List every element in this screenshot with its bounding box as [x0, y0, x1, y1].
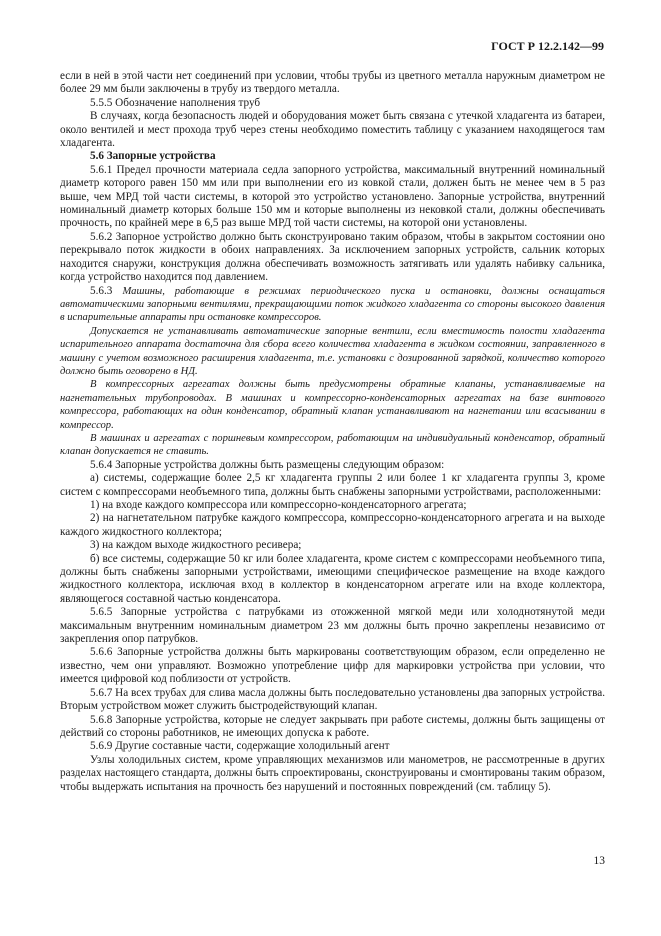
document-body: [60, 70, 605, 794]
list-item: б) все системы, содержащие 50 кг или более хладагента, кроме систем с компрессорами необъемного типа, должны быть снабжены запорными устройствами, имеющими специфическое размещение на входе каждого жидкостного коллектора, исключая вход в коллектор в конденсаторном агрегате или на входе коллектора, являющегося составной частью конденсатора.: [60, 552, 605, 605]
paragraph: 5.6.5 Запорные устройства с патрубками из отожженной мягкой меди или холоднотянутой меди максимальным внутренним номинальным диаметром 23 мм должны быть прочно закреплены независимо от закрепления опор патрубков.: [60, 606, 605, 646]
paragraph: В случаях, когда безопасность людей и оборудования может быть связана с утечкой хладагента из батареи, около вентилей и мест прохода труб через стены необходимо поместить таблицу с указанием находящегося там хладагента.: [60, 110, 605, 150]
paragraph: 5.6.7 На всех трубах для слива масла должны быть последовательно установлены два запорных устройства. Вторым устройством может служить быстродействующий клапан.: [60, 686, 605, 713]
paragraph: если в ней в этой части нет соединений при условии, чтобы трубы из цветного металла наружным диаметром не более 29 мм были заключены в трубу из твердого металла.: [60, 70, 605, 96]
list-item: 2) на нагнетательном патрубке каждого компрессора, компрессорно-конденсаторного агрегата и на выходе каждого жидкостного коллектора;: [60, 512, 605, 538]
page-number: 13: [593, 855, 605, 867]
list-item: а) системы, содержащие более 2,5 кг хладагента группы 2 или более 1 кг хладагента группы 3, кроме систем с компрессорами необъемного типа, должны быть снабжены запорными устройствами, расположенными:: [60, 472, 605, 498]
paragraph: 5.6.4 Запорные устройства должны быть размещены следующим образом:: [90, 458, 445, 471]
subclause-title: 5.6.9 Другие составные части, содержащие холодильный агент: [90, 740, 390, 753]
paragraph: 5.6.1 Предел прочности материала седла запорного устройства, максимальный внутренний номинальный диаметр которого равен 150 мм или при выполнении его из ковкой стали, должен быть не менее чем в 5 раз выше, чем МРД той части системы, в которой это устройство установлено. Запорные устройства, внутренний номинальный диаметр которых больше 150 мм и которые выполнены из нековкой стали, должны обеспечивать прочность, по крайней мере в 6,5 раз выше МРД той части системы, на которой они установлены.: [60, 163, 605, 230]
paragraph-italic: В компрессорных агрегатах должны быть предусмотрены обратные клапаны, устанавливаемые на нагнетательных трубопроводах. В машинах и компрессорно-конденсаторных агрегатах на базе винтового компрессора, работающих на один конденсатор, обратный клапан устанавливают на нагнетании или всасывании в компрессор.: [60, 379, 605, 431]
clause-number: 5.6.3: [90, 284, 123, 297]
paragraph-italic: [60, 285, 605, 325]
paragraph: 5.6.6 Запорные устройства должны быть маркированы соответствующим образом, если определенно не известно, чем они управляют. Возможно употребление цифр для маркировки устройства при условии, что имеется цифровой код поблизости от устройств.: [60, 646, 605, 686]
paragraph-italic: Допускается не устанавливать автоматические запорные вентили, если вместимость полости хладагента испарительного аппарата достаточна для сбора всего количества хладагента в жидком состоянии, заправленного в машину с учетом возможного расширения хладагента, т.е. установки с дозированной зарядкой, количество которого должно быть оговорено в НД.: [60, 325, 605, 377]
paragraph: 5.6.2 Запорное устройство должно быть сконструировано таким образом, чтобы в закрытом состоянии оно перекрывало поток жидкости в обоих направлениях. За исключением запорных устройств, сальник которых находится снаружи, конструкция должна обеспечивать возможность затягивать или удалять набивку сальника, когда устройство находится под давлением.: [60, 230, 605, 284]
clause-text: Машины, работающие в режимах периодического пуска и остановки, должны оснащаться автоматическими запорными вентилями, прекращающими поток жидкого хладагента со стороны высокого давления в испарительные аппараты при остановке компрессоров.: [60, 285, 606, 324]
list-item: 1) на входе каждого компрессора или компрессорно-конденсаторного агрегата;: [90, 499, 467, 511]
list-item: 3) на каждом выходе жидкостного ресивера;: [90, 539, 302, 552]
section-heading: 5.6 Запорные устройства: [90, 150, 216, 163]
paragraph: 5.6.8 Запорные устройства, которые не следует закрывать при работе системы, должны быть защищены от действий со стороны работников, не имеющих допуска к работе.: [60, 713, 605, 739]
paragraph: Узлы холодильных систем, кроме управляющих механизмов или манометров, не рассмотренные в других разделах настоящего стандарта, должны быть спроектированы, сконструированы и смонтированы таким образом, чтобы выдержать испытания на прочность без нарушений и постоянных повреждений (см. таблицу 5).: [60, 753, 605, 793]
subclause-title: 5.5.5 Обозначение наполнения труб: [90, 96, 261, 109]
standard-designation: ГОСТ Р 12.2.142—99: [491, 39, 604, 53]
paragraph-italic: В машинах и агрегатах с поршневым компрессором, работающим на индивидуальный конденсатор, обратный клапан допускается не ставить.: [60, 432, 605, 458]
